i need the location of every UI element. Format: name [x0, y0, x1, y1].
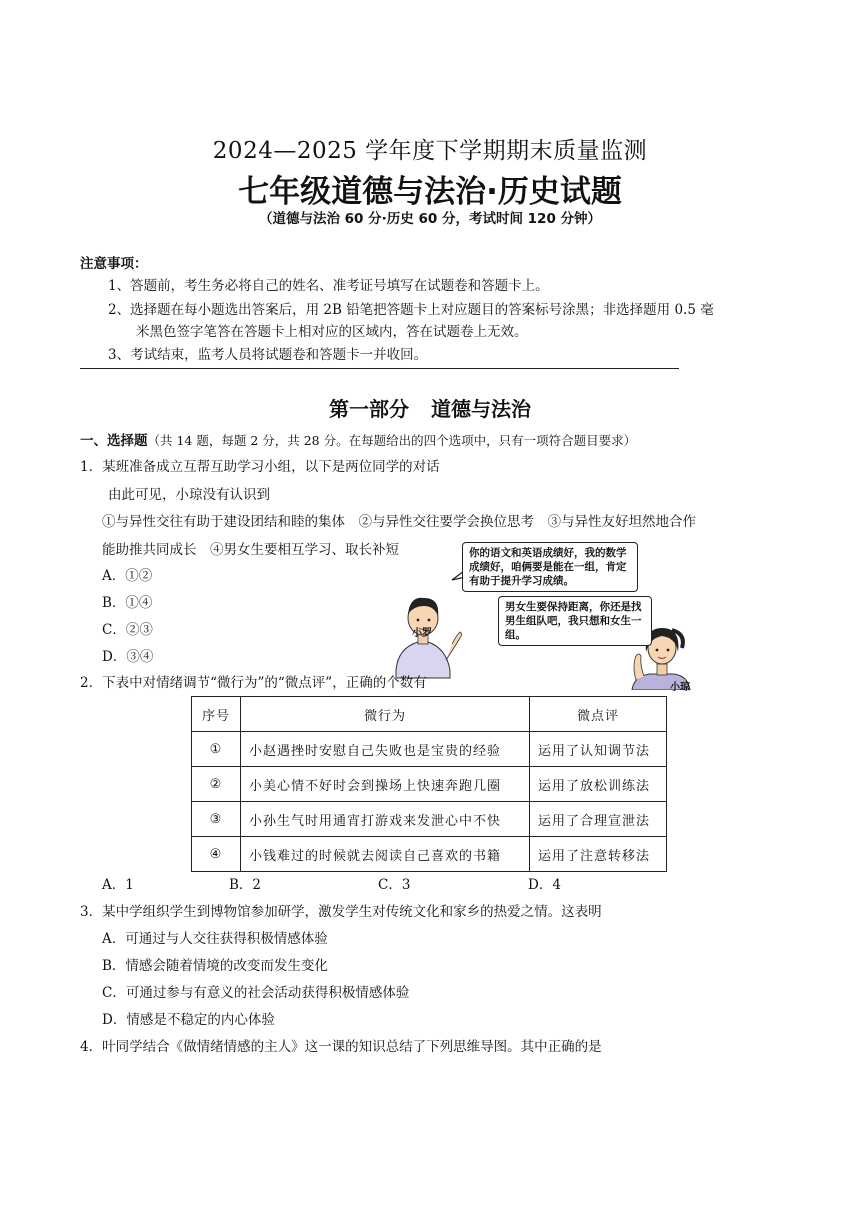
table-cell: 小美心情不好时会到操场上快速奔跑几圈 [241, 767, 530, 802]
choice-label: 一、选择题 [80, 433, 148, 449]
table-row [192, 802, 667, 837]
table-cell: 小钱难过的时候就去阅读自己喜欢的书籍 [241, 837, 530, 872]
q1-stem: 1．某班准备成立互帮互助学习小组，以下是两位同学的对话 [80, 459, 440, 475]
q1-option-d: D．③④ [102, 649, 154, 665]
choice-instructions [80, 431, 636, 451]
boy-speech-bubble: 你的语文和英语成绩好，我的数学成绩好，咱俩要是能在一组，肯定有助于提升学习成绩。 [462, 542, 638, 592]
q3-stem: 3．某中学组织学生到博物馆参加研学，激发学生对传统文化和家乡的热爱之情。这表明 [80, 904, 602, 920]
q1-option-a: A．①② [102, 568, 153, 584]
notice-divider [80, 368, 679, 369]
choice-rules: （共 14 题，每题 2 分，共 28 分。在每题给出的四个选项中，只有一项符合题目要求） [147, 433, 637, 448]
exam-subject-title: 七年级道德与法治·历史试题 [238, 174, 622, 210]
notice-item-3: 3、考试结束，监考人员将试题卷和答题卡一并收回。 [108, 347, 428, 363]
q3-option-c: C．可通过参与有意义的社会活动获得积极情感体验 [102, 985, 410, 1001]
exam-title: 2024—2025 学年度下学期期末质量监测 [212, 138, 648, 164]
table-cell: ① [192, 732, 241, 767]
table-row [192, 767, 667, 802]
table-header-row [192, 697, 667, 732]
q1-lead: 由此可见，小琼没有认识到 [108, 487, 270, 503]
notice-item-2: 2、选择题在每小题选出答案后，用 2B 铅笔把答题卡上对应题目的答案标号涂黑；非选择题用 0.5 毫 [108, 302, 714, 318]
table-cell: 运用了合理宣泄法 [530, 802, 667, 837]
table-cell: 运用了注意转移法 [530, 837, 667, 872]
notice-heading: 注意事项： [80, 256, 148, 272]
table-cell: 小赵遇挫时安慰自己失败也是宝贵的经验 [241, 732, 530, 767]
table-cell: 小孙生气时用通宵打游戏来发泄心中不快 [241, 802, 530, 837]
table-cell: 运用了认知调节法 [530, 732, 667, 767]
section-part: 第一部分 [329, 397, 409, 421]
table-cell: ③ [192, 802, 241, 837]
table-cell: ② [192, 767, 241, 802]
notice-item-2-cont: 米黑色签字笔答在答题卡上相对应的区域内，答在试题卷上无效。 [136, 324, 528, 340]
q2-stem: 2．下表中对情绪调节“微行为”的“微点评”，正确的个数有 [80, 675, 427, 691]
q3-option-a: A．可通过与人交往获得积极情感体验 [102, 931, 328, 947]
section-title [0, 393, 860, 422]
boy-name-label: 小罗 [412, 628, 432, 639]
q1-dialogue-figure [388, 540, 718, 693]
q1-option-c: C．②③ [102, 622, 153, 638]
exam-subtitle: （道德与法治 60 分·历史 60 分，考试时间 120 分钟） [258, 211, 602, 227]
table-cell: 运用了放松训练法 [530, 767, 667, 802]
table-header-cell: 微点评 [530, 697, 667, 732]
q2-option-b: B．2 [229, 877, 262, 893]
table-header-cell: 微行为 [241, 697, 530, 732]
table-header-cell: 序号 [192, 697, 241, 732]
table-row [192, 837, 667, 872]
q3-option-d: D．情感是不稳定的内心体验 [102, 1012, 275, 1028]
table-row [192, 732, 667, 767]
q3-option-b: B．情感会随着情境的改变而发生变化 [102, 958, 328, 974]
table-cell: ④ [192, 837, 241, 872]
q2-option-d: D．4 [528, 877, 561, 893]
q2-table [191, 696, 667, 872]
q2-option-c: C．3 [378, 877, 411, 893]
q2-option-a: A．1 [102, 877, 134, 893]
girl-name-label: 小琼 [670, 682, 690, 693]
notice-item-1: 1、答题前，考生务必将自己的姓名、准考证号填写在试题卷和答题卡上。 [108, 278, 549, 294]
q4-stem: 4．叶同学结合《做情绪情感的主人》这一课的知识总结了下列思维导图。其中正确的是 [80, 1039, 602, 1055]
section-name: 道德与法治 [431, 397, 531, 421]
q1-statements-1: ①与异性交往有助于建设团结和睦的集体 ②与异性交往要学会换位思考 ③与异性友好坦然地合作 [102, 514, 696, 530]
q1-option-b: B．①④ [102, 595, 153, 611]
q1-statements-2: 能助推共同成长 ④男女生要相互学习、取长补短 [102, 542, 399, 558]
girl-speech-bubble: 男女生要保持距离，你还是找男生组队吧，我只想和女生一组。 [498, 596, 652, 646]
